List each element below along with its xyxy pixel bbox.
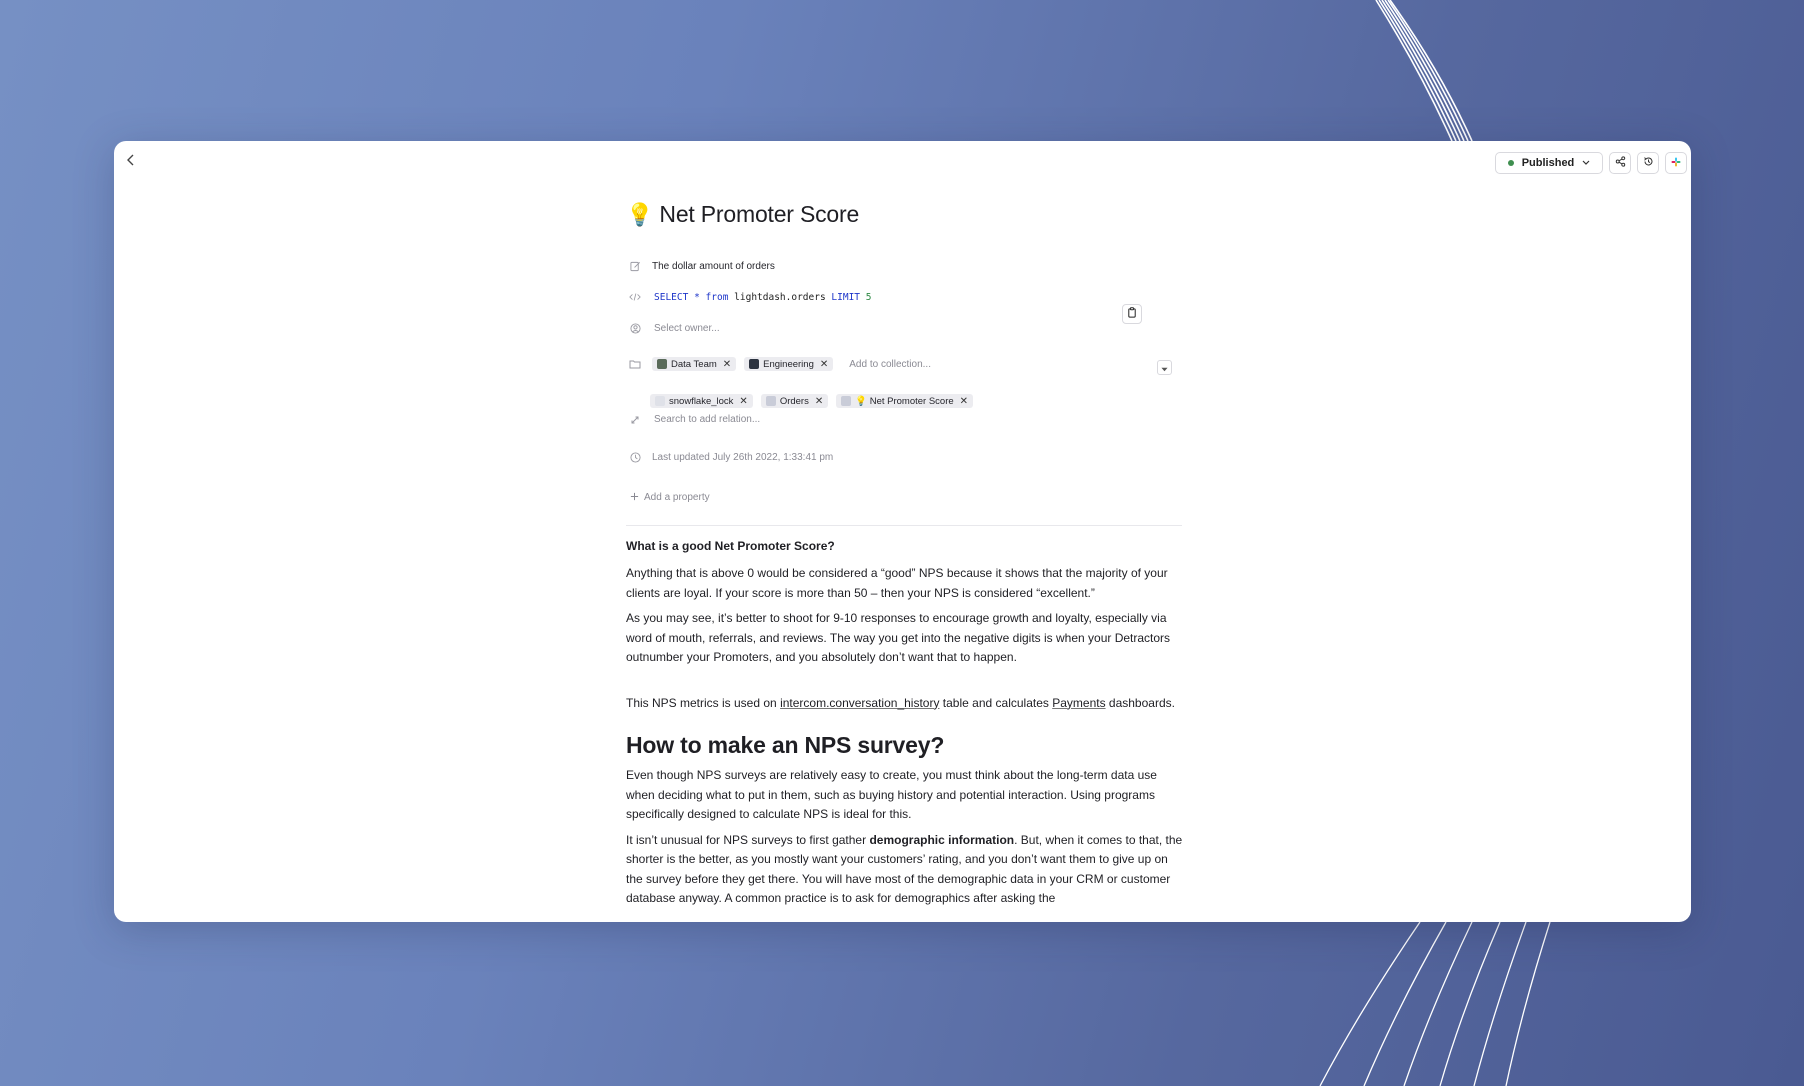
- back-button[interactable]: [118, 149, 144, 175]
- relation-chip-snowflake-lock[interactable]: [650, 394, 753, 408]
- plus-icon: [630, 488, 639, 506]
- page-header: [626, 201, 859, 228]
- add-property-label: Add a property: [644, 491, 710, 503]
- sql-limit-value: 5: [865, 291, 872, 303]
- document-body[interactable]: [626, 538, 1186, 915]
- doc-paragraph: As you may see, it’s better to shoot for 9-10 responses to encourage growth and loyalty, especially via word of mouth, referrals, and reviews. The way you get into the negative digits is when your Detractors outnumber your Promoters, and you absolutely don’t want that to happen.: [626, 611, 1171, 664]
- link-payments-dashboard[interactable]: Payments: [1052, 695, 1106, 710]
- doc-heading-nps-survey: How to make an NPS survey?: [626, 732, 945, 758]
- property-collections: [626, 357, 931, 371]
- publish-status-button[interactable]: [1495, 152, 1603, 174]
- slack-icon: [1671, 154, 1681, 172]
- sql-query[interactable]: [654, 292, 871, 303]
- property-relations: [626, 394, 981, 408]
- relation-search-row: [626, 414, 760, 425]
- link-intercom-conversation-history[interactable]: intercom.conversation_history: [780, 695, 940, 710]
- doc-paragraph-demographics: It isn’t unusual for NPS surveys to first gather demographic information. But, when it comes to that, the shorter is the better, as you mostly want your customers’ rating, and you don’t want them to give up on the survey before they get there. You will have most of the demographic data in your CRM or customer database anyway. A common practice is to ask for demographics after asking the: [626, 832, 1183, 905]
- status-dot: [1508, 160, 1514, 166]
- collection-dropdown-button[interactable]: [1157, 360, 1172, 375]
- doc-paragraph: Even though NPS surveys are relatively easy to create, you must think about the long-term data use when deciding what to put in them, such as buying history and potential interaction. Using programs specifically designed to calculate NPS is ideal for this.: [626, 768, 1157, 821]
- description-value[interactable]: The dollar amount of orders: [652, 260, 775, 272]
- status-label: Published: [1521, 157, 1575, 169]
- relation-chip-orders[interactable]: [761, 394, 828, 408]
- chip-label: 💡 Net Promoter Score: [855, 395, 954, 407]
- collection-chip-data-team[interactable]: [652, 357, 736, 371]
- page-emoji[interactable]: 💡: [626, 201, 654, 227]
- chip-label: Engineering: [763, 358, 814, 370]
- chevron-down-icon: [1582, 157, 1590, 169]
- sql-keyword-select: SELECT: [654, 291, 689, 303]
- property-last-updated: [626, 450, 833, 464]
- owner-placeholder[interactable]: Select owner...: [654, 322, 720, 334]
- collection-chip-engineering[interactable]: [744, 357, 833, 371]
- property-owner[interactable]: [626, 321, 720, 335]
- collection-placeholder[interactable]: Add to collection...: [849, 358, 931, 370]
- chip-label: Orders: [779, 395, 809, 407]
- user-icon: [628, 321, 642, 335]
- slack-button[interactable]: [1665, 152, 1687, 174]
- caret-down-icon: [1161, 359, 1168, 377]
- clock-icon: [628, 450, 642, 464]
- history-button[interactable]: [1637, 152, 1659, 174]
- page-title[interactable]: Net Promoter Score: [659, 201, 860, 227]
- relation-search-input[interactable]: Search to add relation...: [654, 414, 761, 425]
- app-window: [114, 141, 1691, 922]
- property-description[interactable]: [626, 259, 775, 273]
- chip-label: snowflake_lock: [669, 395, 734, 407]
- doc-paragraph: Anything that is above 0 would be considered a “good” NPS because it shows that the majority of your clients are loyal. If your score is more than 50 – then your NPS is considered “excellent.”: [626, 566, 1168, 600]
- top-toolbar: [1495, 152, 1687, 174]
- share-button[interactable]: [1609, 152, 1631, 174]
- add-property-button[interactable]: [626, 488, 710, 506]
- chevron-left-icon: [126, 153, 136, 171]
- sql-keyword-limit: LIMIT: [831, 291, 861, 303]
- doc-paragraph-usage: This NPS metrics is used on intercom.conversation_history table and calculates Payments dashboards.: [626, 695, 1175, 710]
- remove-icon[interactable]: ✕: [739, 395, 748, 407]
- table-icon: [655, 396, 665, 406]
- code-icon: [628, 290, 642, 304]
- remove-icon[interactable]: ✕: [722, 358, 732, 370]
- sql-keyword-from: from: [705, 291, 729, 303]
- clipboard-icon: [1127, 305, 1137, 323]
- history-icon: [1643, 154, 1654, 172]
- sql-star: *: [694, 291, 700, 303]
- doc-heading-good-nps: What is a good Net Promoter Score?: [626, 539, 835, 553]
- folder-icon: [628, 357, 642, 371]
- copy-button[interactable]: [1122, 304, 1142, 324]
- metric-icon: [841, 396, 851, 406]
- share-icon: [1615, 154, 1626, 172]
- relation-chip-net-promoter-score[interactable]: [836, 394, 973, 408]
- table-icon: [766, 396, 776, 406]
- data-team-avatar-icon: [657, 359, 667, 369]
- last-updated-text: Last updated July 26th 2022, 1:33:41 pm: [652, 451, 834, 463]
- laptop-icon: [749, 359, 759, 369]
- remove-icon[interactable]: ✕: [959, 395, 969, 407]
- divider: [626, 525, 1182, 526]
- remove-icon[interactable]: ✕: [814, 395, 824, 407]
- property-sql[interactable]: [626, 290, 871, 304]
- chip-label: Data Team: [671, 358, 717, 370]
- sql-table: lightdash.orders: [734, 291, 826, 303]
- remove-icon[interactable]: ✕: [819, 358, 829, 370]
- edit-icon: [628, 259, 642, 273]
